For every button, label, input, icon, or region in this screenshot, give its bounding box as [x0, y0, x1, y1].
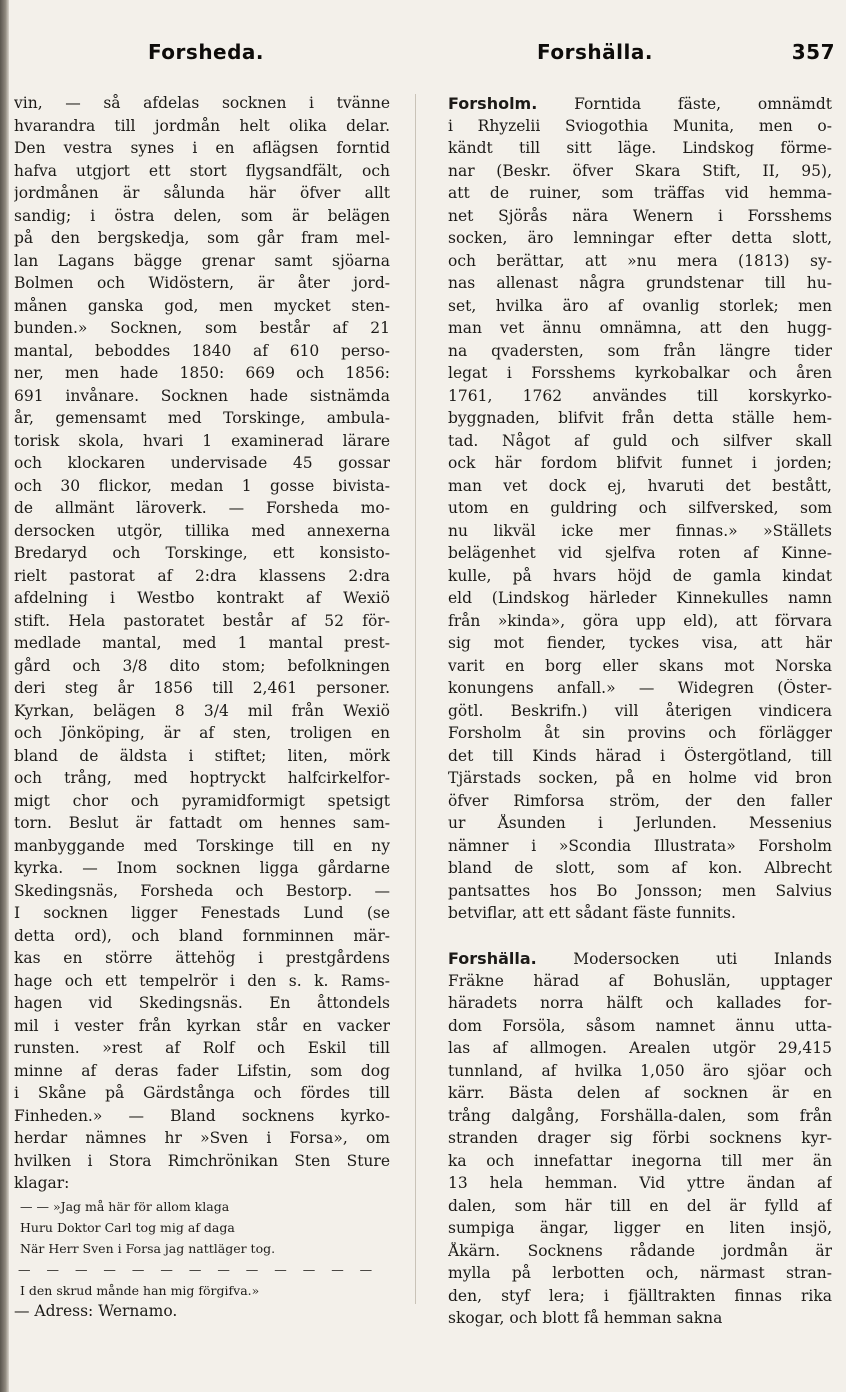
line-text: 1761, 1762 användes till korskyrko- [448, 386, 832, 405]
text-line [448, 432, 832, 455]
text-line [448, 297, 832, 320]
line-text: legat i Forsshems kyrkobalkar och åren [448, 364, 832, 382]
line-text: set, hvilka äro af ovanlig storlek; men [448, 296, 832, 315]
line-text: ock här fordom blifvit funnet i jorden; [448, 454, 832, 472]
line-text: den, styf lera; i fjälltrakten finnas rika [448, 1286, 832, 1305]
line-text: varit en borg eller skans mot Norska [448, 656, 832, 675]
line-text: ur Åsunden i Jerlunden. Messenius [448, 814, 832, 832]
text-line [448, 544, 832, 567]
text-line: månen ganska god, men mycket sten- [14, 296, 390, 315]
text-line: hafva utgjort ett stort flygsandfält, och [14, 161, 390, 180]
text-line [448, 814, 832, 837]
text-line: gård och 3/8 dito stom; befolkningen [14, 656, 390, 675]
entry-headword: Forsholm. [448, 94, 538, 113]
text-line: migt chor och pyramidformigt spetsigt [14, 791, 390, 810]
text-line: bunden.» Socknen, som består af 21 [14, 319, 390, 337]
address-line: — Adress: Wernamo. [14, 1301, 178, 1320]
text-line: Finheden.» — Bland socknens kyrko- [14, 1106, 390, 1125]
line-text: Modersocken uti Inlands [573, 950, 832, 968]
text-line: runsten. »rest af Rolf och Eskil till [14, 1039, 390, 1057]
text-line [448, 1219, 832, 1242]
line-text: dalen, som här till en del är fylld af [448, 1196, 832, 1215]
text-line: deri steg år 1856 till 2,461 personer. [14, 679, 390, 697]
text-line: stift. Hela pastoratet består af 52 för- [14, 611, 390, 630]
line-text: man vet dock ej, hvaruti det bestått, [448, 476, 832, 495]
text-line [448, 904, 832, 927]
text-line [448, 1197, 832, 1220]
text-line: Bolmen och Widöstern, är åter jord- [14, 274, 390, 292]
text-line: bland de äldsta i stiftet; liten, mörk [14, 746, 390, 765]
line-text: Forsholm åt sin provins och förlägger [448, 724, 832, 742]
verse-line: — — »Jag må här för allom klaga [20, 1198, 230, 1214]
text-line [448, 229, 832, 252]
line-text: att de ruiner, som träffas vid hemma- [448, 184, 832, 202]
line-text: 13 hela hemman. Vid yttre ändan af [448, 1174, 832, 1192]
text-line [448, 1017, 832, 1040]
text-line [448, 409, 832, 432]
line-text: socken, äro lemningar efter detta slott, [448, 229, 832, 247]
text-line: klagar: [14, 1174, 70, 1192]
verse-line: I den skrud månde han mig förgifva.» [20, 1282, 260, 1298]
line-text: man vet ännu omnämna, att den hugg- [448, 319, 832, 337]
line-text: nas allenast några grundstenar till hu- [448, 274, 832, 292]
text-line [448, 522, 832, 545]
text-line: Den vestra synes i en aflägsen forntid [14, 139, 390, 157]
text-line [448, 94, 832, 117]
page-number: 357 [791, 40, 835, 64]
line-text: nar (Beskr. öfver Skara Stift, II, 95), [448, 161, 832, 180]
text-line: 691 invånare. Socknen hade sistnämda [14, 386, 390, 405]
text-line: herdar nämnes hr »Sven i Forsa», om [14, 1129, 390, 1147]
text-line [448, 792, 832, 815]
line-text: net Sjörås nära Wenern i Forsshems [448, 206, 832, 225]
text-line [448, 859, 832, 882]
text-line [448, 769, 832, 792]
text-line: hage och ett tempelrör i den s. k. Rams- [14, 971, 390, 990]
text-line: Kyrkan, belägen 8 3/4 mil från Wexiö [14, 701, 390, 720]
text-line [448, 1174, 832, 1197]
text-line [448, 567, 832, 590]
text-line [448, 1287, 832, 1310]
text-line: och klockaren undervisade 45 gossar [14, 454, 390, 472]
text-line [448, 657, 832, 680]
text-line: manbyggande med Torskinge till en ny [14, 836, 390, 855]
text-line [448, 139, 832, 162]
text-line: afdelning i Westbo kontrakt af Wexiö [14, 589, 390, 607]
text-line [448, 1084, 832, 1107]
line-text: öfver Rimforsa ström, der den faller [448, 791, 832, 810]
line-text: tad. Något af guld och silfver skall [448, 431, 832, 450]
text-line [448, 949, 832, 972]
line-text: det till Kinds härad i Östergötland, till [448, 746, 832, 765]
text-line [448, 589, 832, 612]
line-text: las af allmogen. Arealen utgör 29,415 [448, 1039, 832, 1057]
text-line: minne af deras fader Lifstin, som dog [14, 1061, 390, 1080]
text-line [448, 499, 832, 522]
text-line: sandig; i östra delen, som är belägen [14, 206, 390, 225]
text-line [448, 319, 832, 342]
text-line [448, 702, 832, 725]
text-line [448, 184, 832, 207]
verse-dashes: — — — — — — — — — — — — — [18, 1261, 379, 1277]
line-text: sumpiga ängar, ligger en liten insjö, [448, 1219, 832, 1237]
text-line [448, 1264, 832, 1287]
text-line [448, 612, 832, 635]
text-line [448, 1107, 832, 1130]
text-line: hagen vid Skedingsnäs. En åttondels [14, 994, 390, 1012]
text-line [448, 724, 832, 747]
text-line [448, 387, 832, 410]
text-line [448, 1242, 832, 1265]
text-line: dersocken utgör, tillika med annexerna [14, 521, 390, 540]
text-line: Bredaryd och Torskinge, ett konsisto- [14, 544, 390, 562]
text-line: vin, — så afdelas socknen i tvänne [14, 94, 390, 112]
text-line: lan Lagans bägge grenar samt sjöarna [14, 251, 390, 270]
line-text: skogar, och blott få hemman sakna [448, 1309, 723, 1327]
line-text: byggnaden, blifvit från detta ställe hem- [448, 409, 832, 427]
entry-gap [448, 927, 832, 950]
line-text: dom Forsöla, såsom namnet ännu utta- [448, 1016, 832, 1035]
text-line [448, 364, 832, 387]
text-line [448, 679, 832, 702]
right-running-header: Forshälla. [537, 40, 653, 64]
text-line: I socknen ligger Fenestads Lund (se [14, 904, 390, 922]
left-running-header: Forsheda. [147, 40, 265, 64]
text-line [448, 274, 832, 297]
line-text: eld (Lindskog härleder Kinnekulles namn [448, 589, 832, 607]
text-line [448, 1152, 832, 1175]
text-line: detta ord), och bland fornminnen mär- [14, 926, 390, 945]
column-divider [415, 94, 416, 1304]
line-text: Tjärstads socken, på en holme vid bron [448, 769, 832, 787]
text-line [448, 1039, 832, 1062]
text-line: hvilken i Stora Rimchrönikan Sten Sture [14, 1151, 390, 1170]
line-text: sig mot fiender, tyckes visa, att här [448, 634, 832, 652]
text-line: de allmänt läroverk. — Forsheda mo- [14, 499, 390, 517]
text-line [448, 454, 832, 477]
line-text: betviflar, att ett sådant fäste funnits. [448, 904, 736, 922]
line-text: pantsattes hos Bo Jonsson; men Salvius [448, 881, 832, 900]
verse-line: Huru Doktor Carl tog mig af daga [20, 1219, 235, 1235]
line-text: Åkärn. Socknens rådande jordmån är [448, 1241, 832, 1260]
line-text: stranden drager sig förbi socknens kyr- [448, 1129, 832, 1147]
text-line: mil i vester från kyrkan står en vacker [14, 1016, 390, 1035]
text-line: på den bergskedja, som går fram mel- [14, 229, 390, 247]
text-line [448, 1309, 832, 1332]
text-line [448, 207, 832, 230]
text-line [448, 342, 832, 365]
text-line: hvarandra till jordmån helt olika delar. [14, 116, 390, 135]
text-line: och trång, med hoptryckt halfcirkelfor- [14, 769, 390, 787]
page-binding-edge [0, 0, 9, 1392]
line-text: kändt till sitt läge. Lindskog förme- [448, 139, 832, 157]
text-line: ner, men hade 1850: 669 och 1856: [14, 364, 390, 382]
text-line [448, 837, 832, 860]
text-line: medlade mantal, med 1 mantal prest- [14, 634, 390, 652]
text-line [448, 162, 832, 185]
text-line [448, 477, 832, 500]
text-line: torisk skola, hvari 1 examinerad lärare [14, 431, 390, 450]
line-text: mylla på lerbotten och, närmast stran- [448, 1264, 832, 1282]
left-column [14, 94, 390, 1392]
text-line: kyrka. — Inom socknen ligga gårdarne [14, 859, 390, 877]
text-line: Skedingsnäs, Forsheda och Bestorp. — [14, 881, 390, 900]
text-line: och 30 flickor, medan 1 gosse bivista- [14, 476, 390, 495]
line-text: Fräkne härad af Bohuslän, upptager [448, 971, 832, 990]
line-text: kärr. Bästa delen af socknen är en [448, 1084, 832, 1102]
line-text: Forntida fäste, omnämdt [574, 95, 832, 113]
entry-headword: Forshälla. [448, 949, 537, 968]
text-line: i Skåne på Gärdstånga och fördes till [14, 1084, 390, 1102]
text-line [448, 882, 832, 905]
line-text: bland de slott, som af kon. Albrecht [448, 859, 832, 877]
text-line [448, 994, 832, 1017]
text-line: mantal, beboddes 1840 af 610 perso- [14, 341, 390, 360]
line-text: och berättar, att »nu mera (1813) sy- [448, 251, 832, 270]
text-line: kas en större ättehög i prestgårdens [14, 949, 390, 967]
text-line: torn. Beslut är fattadt om hennes sam- [14, 814, 390, 832]
line-text: utom en guldring och silfversked, som [448, 499, 832, 517]
text-line: år, gemensamt med Torskinge, ambula- [14, 409, 390, 427]
line-text: götl. Beskrifn.) vill återigen vindicera [448, 701, 832, 720]
text-line [448, 1062, 832, 1085]
text-line [448, 972, 832, 995]
text-line [448, 252, 832, 275]
line-text: belägenhet vid sjelfva roten af Kinne- [448, 544, 832, 562]
right-column [448, 94, 832, 1392]
line-text: tunnland, af hvilka 1,050 äro sjöar och [448, 1061, 832, 1080]
line-text: konungens anfall.» — Widegren (Öster- [448, 679, 832, 697]
line-text: från »kinda», göra upp eld), att förvara [448, 611, 832, 630]
text-line: rielt pastorat af 2:dra klassens 2:dra [14, 566, 390, 585]
line-text: häradets norra hälft och kallades for- [448, 994, 832, 1012]
text-line [448, 1129, 832, 1152]
line-text: ka och innefattar inegorna till mer än [448, 1151, 832, 1170]
line-text: nu likväl icke mer finnas.» »Ställets [448, 521, 832, 540]
text-line [448, 747, 832, 770]
line-text: kulle, på hvars höjd de gamla kindat [448, 566, 832, 585]
line-text: na qvadersten, som från längre tider [448, 341, 832, 360]
line-text: trång dalgång, Forshälla-dalen, som från [448, 1106, 832, 1125]
text-line [448, 634, 832, 657]
line-text: i Rhyzelii Sviogothia Munita, men o- [448, 116, 832, 135]
text-line: jordmånen är sålunda här öfver allt [14, 184, 390, 202]
text-line: och Jönköping, är af sten, troligen en [14, 724, 390, 742]
verse-line: När Herr Sven i Forsa jag nattläger tog. [20, 1240, 276, 1256]
line-text: nämner i »Scondia Illustrata» Forsholm [448, 836, 832, 855]
text-line [448, 117, 832, 140]
